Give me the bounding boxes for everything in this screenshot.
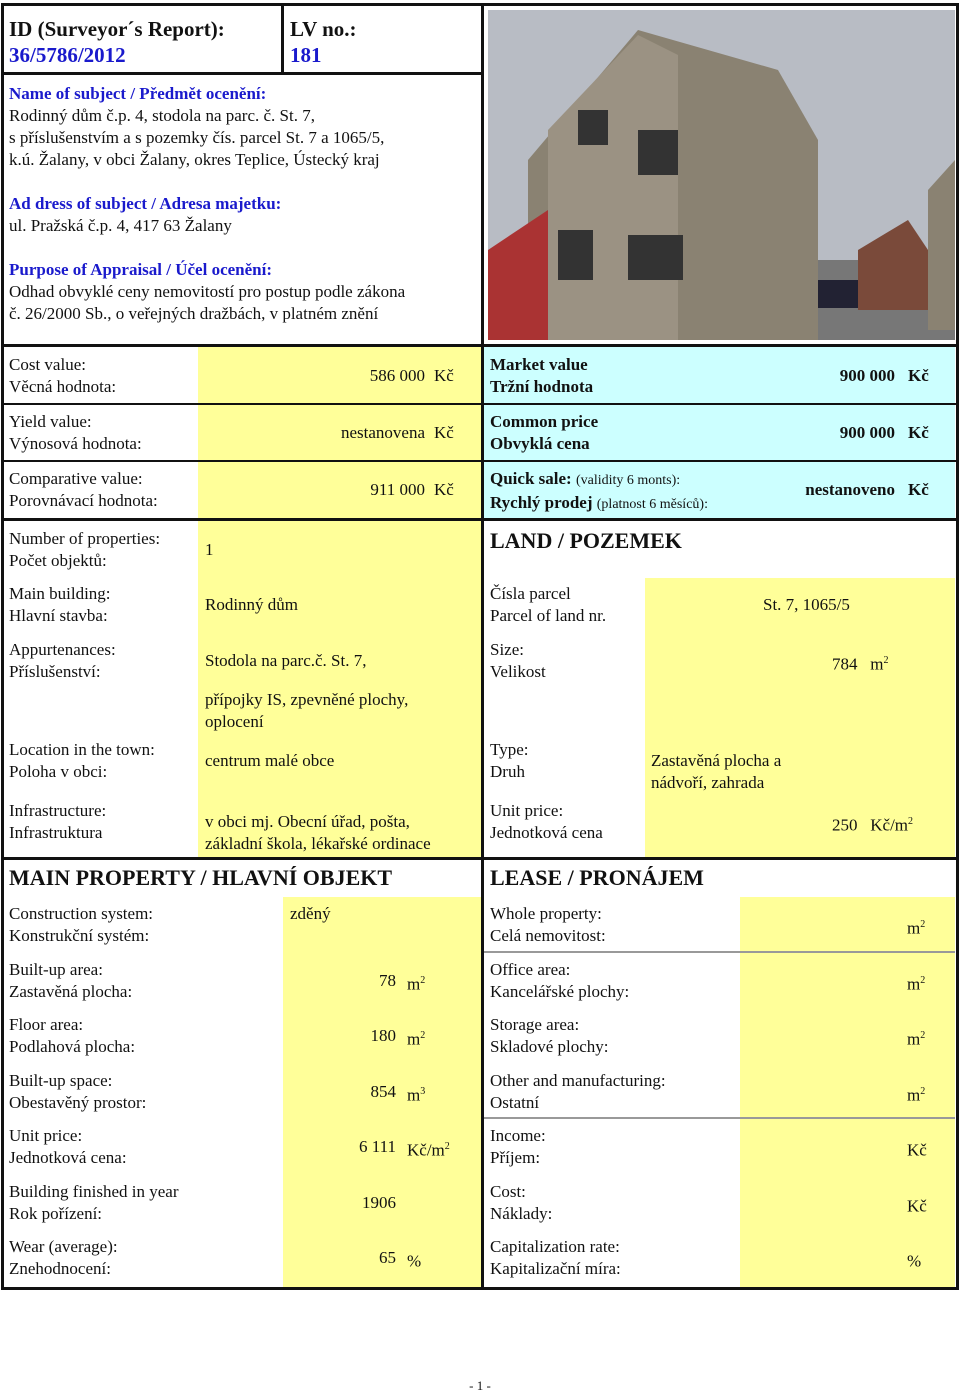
infrastructure-label: Infrastructure: Infrastruktura (9, 801, 107, 842)
main-row-value: 65 (379, 1248, 396, 1267)
lease-row-label: Capitalization rate: Kapitalizační míra: (490, 1237, 621, 1278)
lease-row-label: Cost: Náklady: (490, 1181, 553, 1223)
lease-row-label: Storage area: Skladové plochy: (490, 1015, 609, 1056)
lv-field (290, 16, 357, 68)
size-value: 784 $m^2$ (832, 654, 889, 674)
main-property-title: MAIN PROPERTY / HLAVNÍ OBJEKT (9, 865, 393, 890)
comparative-value-label: Comparative value: Porovnávací hodnota: (9, 469, 158, 510)
main-row-unit: % (407, 1251, 422, 1271)
location-label: Location in the town: Poloha v obci: (9, 740, 155, 781)
appurtenances-value: Stodola na parc.č. St. 7, přípojky IS, zpevněné plochy, oplocení (205, 651, 409, 731)
comparative-value: 911 000 (370, 480, 425, 499)
quick-sale-label: Quick sale: (validity 6 monts): Rychlý prodej (platnost 6 měsíců): (490, 469, 708, 512)
lease-row-unit: $m^2$ (907, 918, 926, 938)
yield-value: nestanovena (340, 423, 425, 442)
lease-row-unit: $m^2$ (907, 974, 926, 994)
divider (481, 3, 484, 1290)
main-building-label: Main building: Hlavní stavba: (9, 584, 111, 625)
main-row-value: 180 (370, 1026, 396, 1045)
quick-sale-unit: Kč (908, 480, 929, 499)
main-row-unit: $m^3$ (407, 1085, 426, 1105)
address-value: ul. Pražská č.p. 4, 417 63 Žalany (9, 216, 232, 235)
parcel-value: St. 7, 1065/5 (763, 595, 850, 614)
lease-row-label: Office area: Kancelářské plochy: (490, 959, 630, 1001)
appurtenances-label: Appurtenances: Příslušenství: (9, 640, 116, 681)
land-unit-price-label: Unit price: Jednotková cena (490, 801, 603, 842)
lease-row-unit: % (907, 1251, 922, 1271)
type-label: Type: Druh (490, 740, 529, 781)
name-line: k.ú. Žalany, v obci Žalany, okres Teplice, Ústecký kraj (9, 150, 380, 169)
name-line: s příslušenstvím a s pozemky čís. parcel St. 7 a 1065/5, (9, 128, 385, 147)
infrastructure-value: v obci mj. Obecní úřad, pošta, základní škola, lékařské ordinace (205, 812, 431, 853)
purpose-label: Purpose of Appraisal / Účel ocenění: (9, 260, 273, 279)
main-row-value: 78 (379, 970, 396, 990)
subject-section (9, 83, 405, 325)
lease-title: LEASE / PRONÁJEM (490, 865, 704, 890)
divider (484, 1117, 955, 1119)
market-value-label: Market value Tržní hodnota (490, 355, 594, 396)
main-row-label: Built-up area: Zastavěná plocha: (9, 959, 133, 1001)
lv-label: LV no.: (290, 17, 357, 41)
id-label: ID (Surveyor´s Report): (9, 17, 225, 41)
main-row-unit: $Kč/m^2$ (407, 1140, 450, 1160)
divider (1, 403, 959, 405)
name-line: Rodinný dům č.p. 4, stodola na parc. č. St. 7, (9, 106, 315, 125)
type-value: Zastavěná plocha a nádvoří, zahrada (651, 751, 782, 792)
lease-row-unit: Kč (907, 1196, 927, 1216)
yield-unit: Kč (434, 423, 454, 442)
land-title: LAND / POZEMEK (490, 528, 682, 553)
main-row-label: Building finished in year Rok pořízení: (9, 1181, 179, 1223)
address-label: Ad dress of subject / Adresa majetku: (9, 194, 282, 213)
main-row-label: Unit price: Jednotková cena: (9, 1126, 127, 1167)
main-row-label: Wear (average): Znehodnocení: (9, 1237, 118, 1278)
main-row-value: zděný (290, 904, 331, 923)
property-photo (488, 10, 955, 340)
page-number: - 1 - (469, 1378, 491, 1393)
lease-row-label: Income: Příjem: (490, 1126, 546, 1167)
lease-row-unit: $m^2$ (907, 1029, 926, 1049)
common-price-value: 900 000 (839, 423, 895, 442)
lease-row-label: Other and manufacturing: Ostatní (490, 1070, 666, 1112)
market-unit: Kč (908, 366, 929, 385)
common-price-label: Common price Obvyklá cena (490, 412, 599, 453)
yield-value-label: Yield value: Výnosová hodnota: (9, 412, 142, 453)
lease-row-unit: $m^2$ (907, 1085, 926, 1105)
lease-row-unit: Kč (907, 1140, 927, 1160)
main-row-label: Construction system: Konstrukční systém: (9, 904, 154, 945)
main-row-unit: $m^2$ (407, 1029, 426, 1049)
common-price-unit: Kč (908, 423, 929, 442)
cost-unit: Kč (434, 366, 454, 385)
purpose-line: č. 26/2000 Sb., o veřejných dražbách, v platném znění (9, 304, 379, 323)
location-value: centrum malé obce (205, 751, 335, 770)
divider (1, 857, 959, 860)
main-row-value: 6 111 (359, 1137, 396, 1156)
cost-value: 586 000 (369, 366, 425, 385)
lv-value: 181 (290, 43, 322, 67)
name-label: Name of subject / Předmět ocenění: (9, 84, 267, 103)
main-row-label: Floor area: Podlahová plocha: (9, 1015, 136, 1056)
main-row-label: Built-up space: Obestavěný prostor: (9, 1070, 147, 1112)
main-row-unit: $m^2$ (407, 974, 426, 994)
main-building-value: Rodinný dům (205, 595, 299, 614)
cost-value-label: Cost value: Věcná hodnota: (9, 355, 117, 396)
size-label: Size: Velikost (490, 640, 546, 681)
properties-count-value: 1 (205, 540, 214, 559)
quick-sale-value: nestanoveno (805, 480, 895, 499)
market-value: 900 000 (839, 366, 895, 385)
main-row-value: 1906 (362, 1192, 396, 1212)
divider (484, 951, 955, 953)
divider (1, 460, 959, 462)
id-field (9, 16, 225, 68)
comparative-unit: Kč (434, 480, 454, 499)
id-value: 36/5786/2012 (9, 43, 126, 67)
land-unit-price-value: 250 $Kč/m^2$ (832, 815, 914, 835)
main-row-value: 854 (370, 1081, 396, 1101)
parcel-label: Čísla parcel Parcel of land nr. (490, 584, 607, 625)
purpose-line: Odhad obvyklé ceny nemovitostí pro postup podle zákona (9, 282, 406, 301)
properties-count-label: Number of properties: Počet objektů: (9, 529, 161, 570)
lease-row-label: Whole property: Celá nemovitost: (490, 904, 606, 945)
